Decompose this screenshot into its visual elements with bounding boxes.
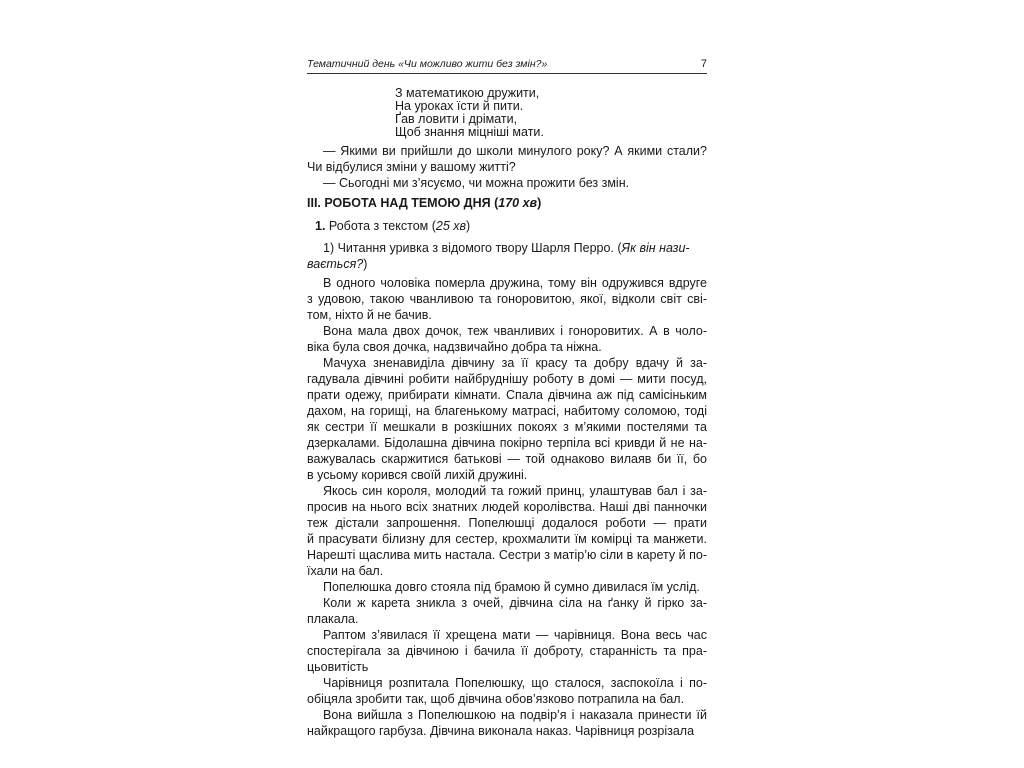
poem-line: На уроках їсти й пити.	[395, 99, 524, 113]
task-question: Як він нази-	[621, 241, 690, 255]
story-line: теж дістали запрошення. Попелюшці додалося роботи — прати	[307, 516, 707, 530]
story-line: гадувала дівчині робити найбруднішу роботу в домі — мити посуд,	[307, 372, 707, 386]
story-line: Вона мала двох дочок, теж чванливих і гоноровитих. А в чоло-	[323, 324, 707, 338]
story-line: прати одежу, прибирати кімнати. Спала дівчина аж під самісіньким	[307, 388, 707, 402]
section-heading-label: ІІІ. РОБОТА НАД ТЕМОЮ ДНЯ (	[307, 196, 499, 210]
task-close: )	[363, 257, 368, 271]
story-line: Нарешті щаслива мить настала. Сестри з матір’ю сіли в карету й по-	[307, 548, 707, 562]
section-heading	[307, 195, 541, 211]
story-line: плакала.	[307, 612, 359, 626]
story-line: В одного чоловіка померла дружина, тому він одружився вдруге	[323, 276, 707, 290]
dialogue-line: Чи відбулися зміни у вашому житті?	[307, 160, 516, 174]
story-line: дзеркалами. Бідолашна дівчина покірно терпіла всі кривди й не на-	[307, 436, 707, 450]
task-question-end: вається?	[307, 257, 364, 271]
story-line: Якось син короля, молодий та гожий принц, улаштував бал і за-	[323, 484, 707, 498]
story-line: важувалась скаржитися батькові — той однаково вилаяв би її, бо	[307, 452, 707, 466]
dialogue-line: — Сьогодні ми з’ясуємо, чи можна прожити без змін.	[323, 176, 630, 190]
subsection-time: 25 хв	[435, 219, 467, 233]
running-head	[307, 56, 707, 74]
story-line: просив на нього всіх знатних людей королівства. Наші дві панночки	[307, 500, 707, 514]
story-line: цьовитість	[307, 660, 369, 674]
task-line-2	[307, 256, 367, 272]
story-line: дахом, на горищі, на благенькому матрасі, набитому соломою, тоді	[307, 404, 707, 418]
running-head-title: Тематичний день «Чи можливо жити без змін?»	[307, 58, 548, 70]
subsection-close: )	[466, 219, 471, 233]
poem-line: З математикою дружити,	[395, 86, 540, 100]
story-line: й прасувати білизну для сестер, крохмалити їм комірці та манжети.	[307, 532, 707, 546]
story-line: в усьому корився своїй лихій дружині.	[307, 468, 528, 482]
dialogue-line: — Якими ви прийшли до школи минулого року? А якими стали?	[323, 144, 707, 158]
poem-line: Щоб знання міцніші мати.	[395, 125, 544, 139]
story-line: Попелюшка довго стояла під брамою й сумно дивилася їм услід.	[323, 580, 700, 594]
subsection-number: 1.	[315, 219, 326, 233]
story-line: з удовою, такою чванливою та гоноровитою, якої, відколи світ сві-	[307, 292, 707, 306]
story-line: Раптом з’явилася її хрещена мати — чарівниця. Вона весь час	[323, 628, 707, 642]
story-line: спостерігала за дівчиною і бачила її доброту, старанність та пра-	[307, 644, 707, 658]
story-line: їхали на бал.	[307, 564, 384, 578]
task-text: 1) Читання уривка з відомого твору Шарля Перро. (	[323, 241, 622, 255]
story-line: віка була своя дочка, надзвичайно добра та ніжна.	[307, 340, 602, 354]
section-heading-close: )	[537, 196, 542, 210]
story-line: обіцяла зробити так, щоб дівчина обов’язково потрапила на бал.	[307, 692, 685, 706]
task-line-1	[323, 240, 707, 256]
story-line: Чарівниця розпитала Попелюшку, що сталося, заспокоїла і по-	[323, 676, 707, 690]
section-heading-time: 170 хв	[498, 196, 538, 210]
story-line: Мачуха зненавиділа дівчину за її красу та добру вдачу й за-	[323, 356, 707, 370]
book-page	[307, 56, 707, 756]
story-line: Коли ж карета зникла з очей, дівчина сіла на ґанку й гірко за-	[323, 596, 707, 610]
subsection-label: Робота з текстом (	[328, 219, 436, 233]
story-line: найкращого гарбуза. Дівчина виконала наказ. Чарівниця розрізала	[307, 724, 695, 738]
page-number: 7	[700, 58, 707, 70]
poem-line: Ґав ловити і дрімати,	[395, 112, 518, 126]
subsection-heading	[315, 218, 470, 234]
story-line: Вона вийшла з Попелюшкою на подвір’я і наказала принести їй	[323, 708, 707, 722]
story-line: як сестри її мешкали в розкішних покоях з м’якими постелями та	[307, 420, 707, 434]
story-line: том, ніхто й не бачив.	[307, 308, 432, 322]
